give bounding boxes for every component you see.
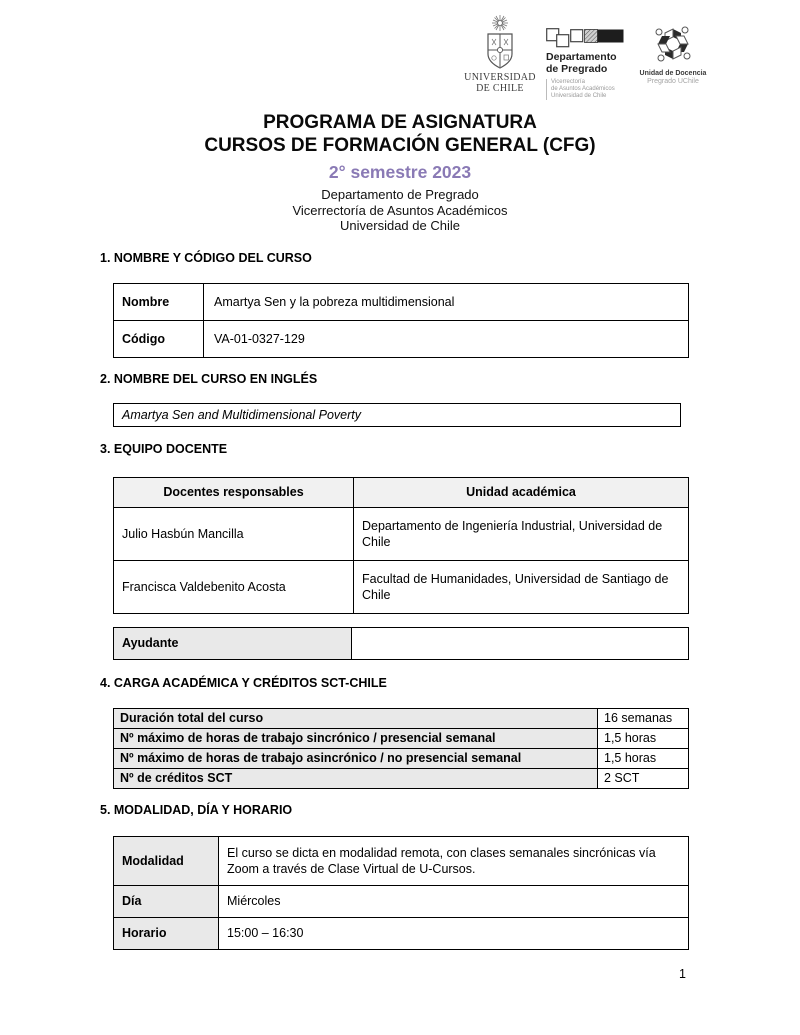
- table-row: [114, 917, 689, 949]
- pregrado-logo-sub-line1: Vicerrectoría: [551, 79, 585, 85]
- pregrado-logo-title-line2: de Pregrado: [546, 62, 608, 75]
- table-header-row: [114, 477, 689, 507]
- section3-heading: 3. EQUIPO DOCENTE: [100, 441, 228, 456]
- table-row: [114, 283, 689, 320]
- creditos-sct-label: Nº de créditos SCT: [114, 768, 598, 788]
- pregrado-squares-icon: [546, 27, 630, 48]
- ayudante-value: [352, 627, 689, 659]
- section2-heading: 2. NOMBRE DEL CURSO EN INGLÉS: [100, 371, 318, 386]
- document-title-line1: PROGRAMA DE ASIGNATURA: [263, 112, 537, 133]
- universidad-de-chile-logo: [461, 14, 539, 94]
- table-row: [114, 748, 689, 768]
- ayudante-label: Ayudante: [114, 627, 352, 659]
- ayudante-table: [113, 627, 689, 660]
- document-body: [100, 251, 690, 950]
- unidad-column-header: Unidad académica: [354, 477, 689, 507]
- table-row: [114, 728, 689, 748]
- docente-2-name: Francisca Valdebenito Acosta: [114, 560, 354, 613]
- semester-subtitle: 2° semestre 2023: [328, 162, 472, 182]
- nombre-value: Amartya Sen y la pobreza multidimensional: [204, 283, 689, 320]
- uchile-crest-icon: [461, 14, 539, 70]
- unidad-docencia-logo: [637, 14, 709, 86]
- credits-table: [113, 708, 689, 789]
- teaching-team-table: [113, 477, 689, 614]
- nombre-label: Nombre: [114, 283, 204, 320]
- table-row: [114, 708, 689, 728]
- pregrado-logo-sub-line3: Universidad de Chile: [551, 93, 607, 99]
- horas-sincronico-value: 1,5 horas: [598, 728, 689, 748]
- docente-2-unidad: Facultad de Humanidades, Universidad de Santiago de Chile: [354, 560, 689, 613]
- subtitle-vicerrectoria: Vicerrectoría de Asuntos Académicos: [292, 202, 508, 218]
- dia-label: Día: [114, 885, 219, 917]
- modalidad-value: El curso se dicta en modalidad remota, con clases semanales sincrónicas vía Zoom a través de Clase Virtual de U-Cursos.: [219, 836, 689, 885]
- horario-label: Horario: [114, 917, 219, 949]
- pregrado-logo-title-line1: Departamento: [546, 51, 617, 63]
- table-row: [114, 320, 689, 357]
- table-row: [114, 836, 689, 885]
- unidad-logo-text-line2: Pregrado UChile: [647, 78, 699, 85]
- horario-value: 15:00 – 16:30: [219, 917, 689, 949]
- docentes-column-header: Docentes responsables: [114, 477, 354, 507]
- modality-schedule-table: [113, 836, 689, 950]
- subtitle-departamento: Departamento de Pregrado: [321, 187, 479, 202]
- table-row: [114, 768, 689, 788]
- departamento-pregrado-logo: [546, 14, 630, 100]
- header-logos: [461, 14, 709, 100]
- subtitle-universidad: Universidad de Chile: [340, 218, 460, 233]
- pregrado-logo-sub-line2: de Asuntos Académicos: [551, 86, 615, 92]
- horas-asincronico-label: Nº máximo de horas de trabajo asincrónico / no presencial semanal: [114, 748, 598, 768]
- codigo-label: Código: [114, 320, 204, 357]
- docente-1-unidad: Departamento de Ingeniería Industrial, Universidad de Chile: [354, 507, 689, 560]
- section1-heading: 1. NOMBRE Y CÓDIGO DEL CURSO: [100, 250, 312, 265]
- uchile-logo-text-line1: UNIVERSIDAD: [464, 72, 536, 83]
- dia-value: Miércoles: [219, 885, 689, 917]
- course-name-code-table: [113, 283, 689, 358]
- duracion-value: 16 semanas: [598, 708, 689, 728]
- document-title-line2: CURSOS DE FORMACIÓN GENERAL (CFG): [204, 135, 596, 156]
- modalidad-label: Modalidad: [114, 836, 219, 885]
- creditos-sct-value: 2 SCT: [598, 768, 689, 788]
- unidad-logo-text-line1: Unidad de Docencia: [639, 70, 707, 77]
- uchile-logo-text-line2: DE CHILE: [476, 83, 524, 94]
- unidad-pinwheel-icon: [637, 21, 709, 67]
- docente-1-name: Julio Hasbún Mancilla: [114, 507, 354, 560]
- horas-sincronico-label: Nº máximo de horas de trabajo sincrónico / presencial semanal: [114, 728, 598, 748]
- section4-heading: 4. CARGA ACADÉMICA Y CRÉDITOS SCT-CHILE: [100, 675, 387, 690]
- english-name-box: Amartya Sen and Multidimensional Poverty: [113, 403, 681, 427]
- codigo-value: VA-01-0327-129: [204, 320, 689, 357]
- table-row: [114, 627, 689, 659]
- page-number: 1: [679, 967, 686, 981]
- section5-heading: 5. MODALIDAD, DÍA Y HORARIO: [100, 802, 293, 817]
- table-row: [114, 507, 689, 560]
- horas-asincronico-value: 1,5 horas: [598, 748, 689, 768]
- table-row: [114, 560, 689, 613]
- table-row: [114, 885, 689, 917]
- duracion-label: Duración total del curso: [114, 708, 598, 728]
